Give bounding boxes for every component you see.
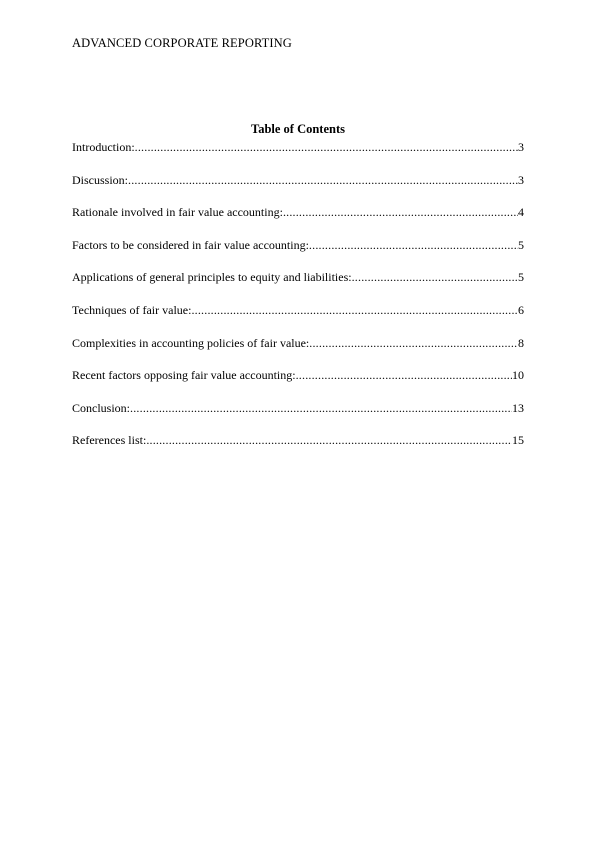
toc-entry-page: 10 [512, 368, 524, 383]
dot-leader [128, 172, 518, 188]
toc-entry-page: 5 [518, 270, 524, 285]
toc-entry-label: Techniques of fair value: [72, 302, 192, 317]
toc-entry-introduction[interactable] [72, 139, 524, 155]
toc-entry-label: Complexities in accounting policies of fair value: [72, 335, 310, 350]
toc-entry-complexities[interactable] [72, 335, 524, 351]
toc-entry-label: References list: [72, 433, 147, 448]
toc-entry-conclusion[interactable] [72, 400, 524, 416]
toc-title: Table of Contents [251, 122, 345, 136]
toc-entry-page: 4 [518, 205, 524, 220]
toc-entry-page: 15 [512, 433, 524, 448]
toc-entry-page: 5 [518, 237, 524, 252]
running-header: ADVANCED CORPORATE REPORTING [72, 36, 292, 50]
table-of-contents [72, 139, 524, 465]
toc-entry-factors[interactable] [72, 237, 524, 253]
toc-entry-applications[interactable] [72, 269, 524, 285]
toc-entry-label: Applications of general principles to equity and liabilities: [72, 270, 352, 285]
dot-leader [130, 400, 512, 416]
dot-leader [296, 367, 512, 383]
toc-entry-references[interactable] [72, 432, 524, 448]
dot-leader [352, 269, 518, 285]
toc-entry-page: 13 [512, 400, 524, 415]
dot-leader [146, 432, 512, 448]
toc-entry-page: 6 [518, 302, 524, 317]
toc-entry-label: Conclusion: [72, 400, 131, 415]
toc-entry-label: Introduction: [72, 140, 135, 154]
toc-entry-rationale[interactable] [72, 204, 524, 220]
dot-leader [135, 139, 518, 155]
toc-entry-label: Discussion: [72, 172, 129, 187]
toc-entry-page: 8 [518, 335, 524, 350]
toc-entry-discussion[interactable] [72, 172, 524, 188]
toc-entry-label: Rationale involved in fair value accounting: [72, 205, 283, 220]
toc-entry-label: Factors to be considered in fair value accounting: [72, 237, 309, 252]
dot-leader [309, 237, 518, 253]
toc-entry-page: 3 [518, 140, 524, 154]
dot-leader [309, 335, 518, 351]
toc-entry-label: Recent factors opposing fair value accounting: [72, 368, 296, 383]
dot-leader [191, 302, 518, 318]
toc-entry-page: 3 [518, 172, 524, 187]
toc-entry-techniques[interactable] [72, 302, 524, 318]
dot-leader [283, 204, 518, 220]
toc-entry-recent-factors[interactable] [72, 367, 524, 383]
